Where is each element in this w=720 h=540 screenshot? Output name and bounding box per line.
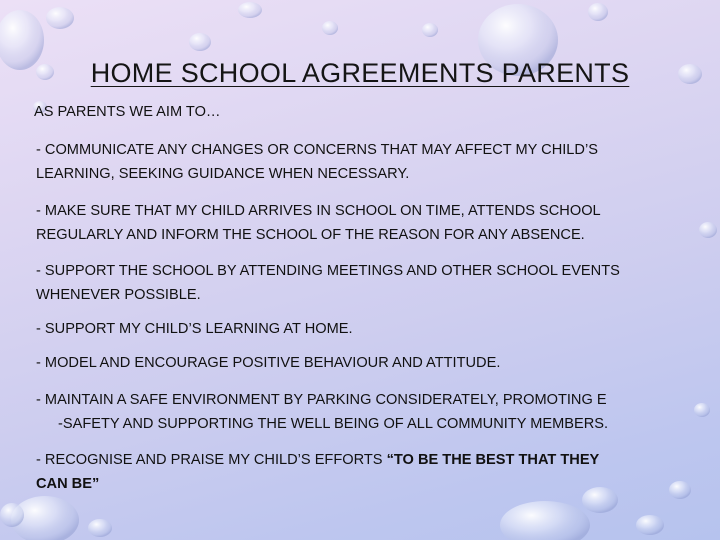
list-item-line: REGULARLY AND INFORM THE SCHOOL OF THE REASON FOR ANY ABSENCE.	[36, 227, 585, 243]
list-item	[36, 388, 686, 436]
list-item-line: - RECOGNISE AND PRAISE MY CHILD’S EFFORTS	[36, 452, 387, 468]
list-item-line: WHENEVER POSSIBLE.	[36, 287, 201, 303]
list-item-line: -SAFETY AND SUPPORTING THE WELL BEING OF ALL COMMUNITY MEMBERS.	[58, 416, 609, 432]
list-item-line: - SUPPORT MY CHILD’S LEARNING AT HOME.	[36, 321, 353, 337]
list-item	[36, 317, 686, 341]
list-item-line: - SUPPORT THE SCHOOL BY ATTENDING MEETINGS AND OTHER SCHOOL EVENTS	[36, 263, 620, 279]
list-item	[36, 199, 686, 247]
list-item-line: - COMMUNICATE ANY CHANGES OR CONCERNS THAT MAY AFFECT MY CHILD’S	[36, 142, 598, 158]
list-item-line: - MAKE SURE THAT MY CHILD ARRIVES IN SCHOOL ON TIME, ATTENDS SCHOOL	[36, 203, 601, 219]
emphasis-text: “TO BE THE BEST THAT THEY	[386, 452, 600, 468]
list-item	[36, 138, 686, 186]
drop-bottom-left	[0, 496, 112, 540]
drop-top-center	[189, 2, 438, 51]
slide-title: HOME SCHOOL AGREEMENTS PARENTS	[90, 58, 630, 88]
emphasis-text: CAN BE”	[36, 476, 100, 492]
list-item	[36, 351, 686, 375]
list-item-line: LEARNING, SEEKING GUIDANCE WHEN NECESSARY.	[36, 166, 410, 182]
list-item	[36, 448, 686, 496]
list-item	[36, 259, 686, 307]
list-item-line: - MODEL AND ENCOURAGE POSITIVE BEHAVIOUR AND ATTITUDE.	[36, 355, 501, 371]
intro-text: AS PARENTS WE AIM TO…	[34, 104, 221, 120]
list-item-line: - MAINTAIN A SAFE ENVIRONMENT BY PARKING CONSIDERATELY, PROMOTING E	[36, 392, 607, 408]
